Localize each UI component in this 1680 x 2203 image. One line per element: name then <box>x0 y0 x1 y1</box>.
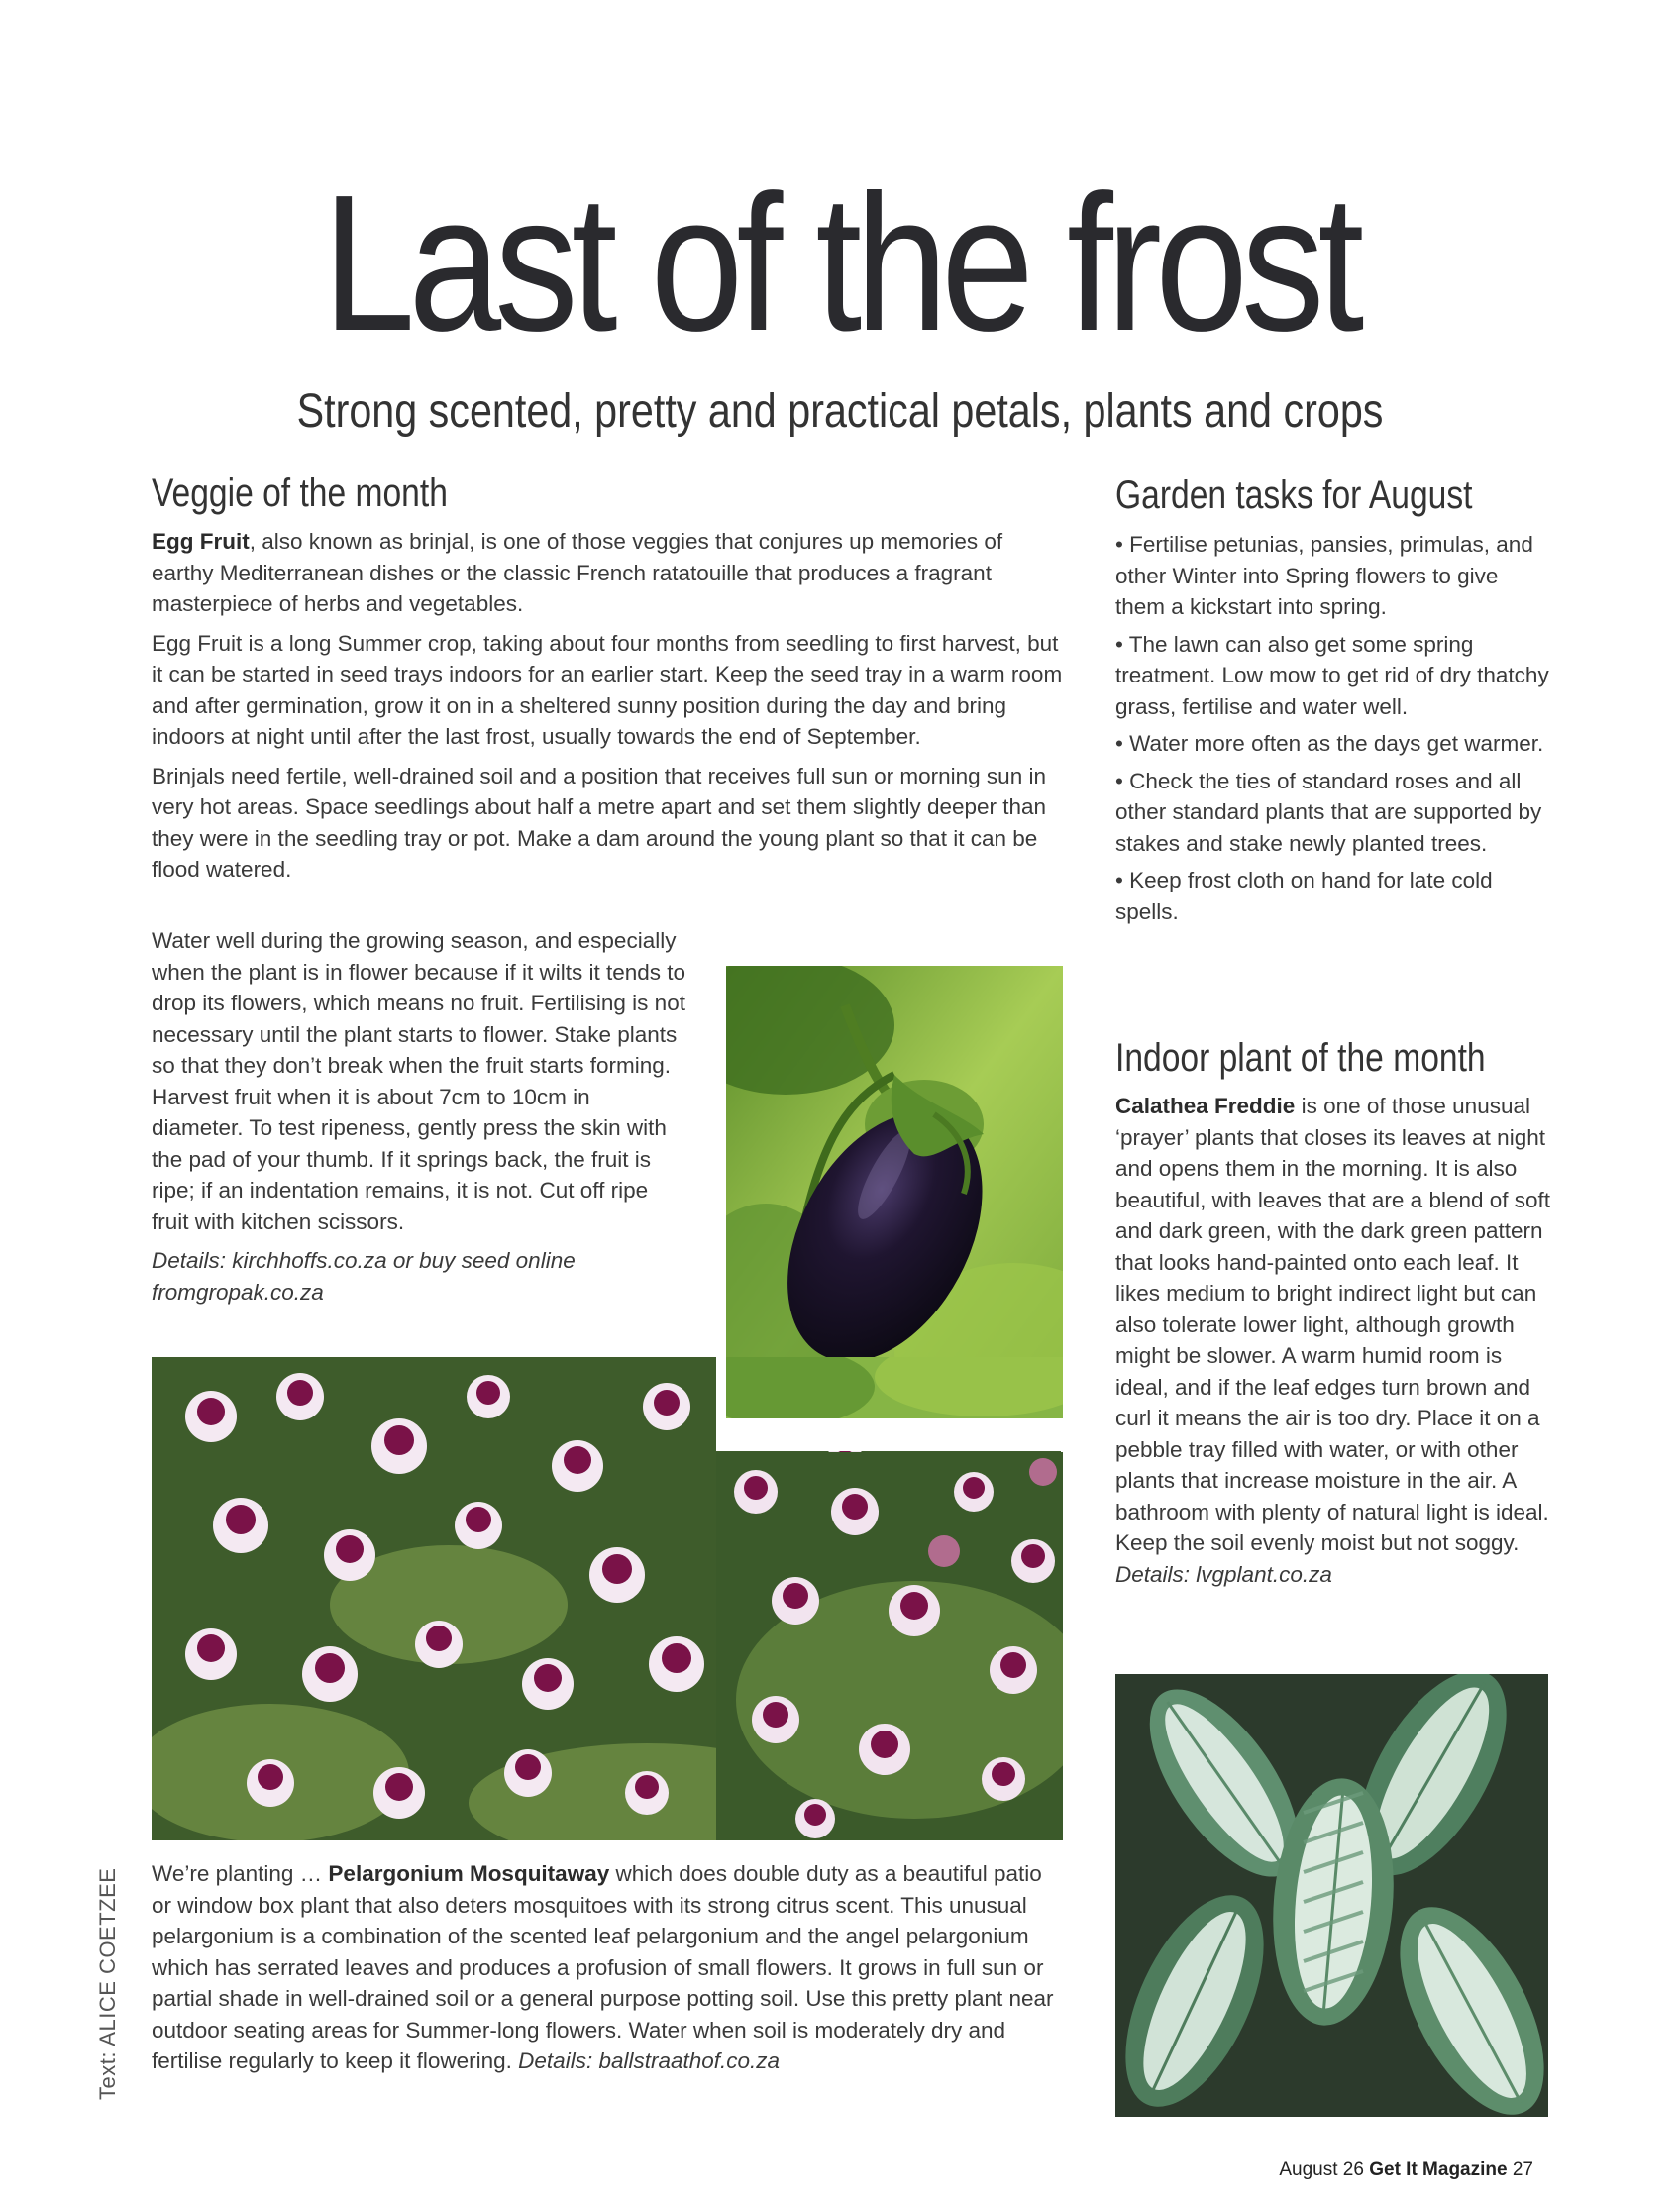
planting-plant-name: Pelargonium Mosquitaway <box>328 1861 610 1886</box>
veggie-paragraph-2: Egg Fruit is a long Summer crop, taking about four months from seedling to first harvest, but it can be started in seed trays indoors for an earlier start. Keep the seed tray in a warm room and after germination, grow it on in a sheltered sunny position during the day and bring indoors at night until after the last frost, usually towards the end of September. <box>152 630 1063 749</box>
veggie-name: Egg Fruit <box>152 529 250 554</box>
veggie-paragraph-1: Egg Fruit, also known as brinjal, is one of those veggies that conjures up memories of earthy Mediterranean dishes or the classic French ratatouille that produces a fragrant masterpiece of herbs and vegetables. <box>152 529 1003 616</box>
veggie-details: Details: kirchhoffs.co.za or buy seed online fromgropak.co.za <box>152 1248 576 1305</box>
veggie-paragraph-4: Water well during the growing season, and especially when the plant is in flower because if it wilts it tends to drop its flowers, which means no fruit. Fertilising is not necessary until the plant starts to flower. Stake plants so that they don’t break when the fruit starts forming. Harvest fruit when it is about 7cm to 10cm in diameter. To test ripeness, gently press the skin with the pad of your thumb. If it springs back, the fruit is ripe; if an indentation remains, it is not. Cut off ripe fruit with kitchen scissors. <box>152 928 686 1234</box>
planting-paragraph: We’re planting … Pelargonium Mosquitaway which does double duty as a beautiful patio or window box plant that also deters mosquitoes with its strong citrus scent. This unusual pelargonium is a combination of the scented leaf pelargonium and the angel pelargonium which has serrated leaves and produces a profusion of small flowers. It grows in full sun or partial shade in well-drained soil or a general purpose potting soil. Use this pretty plant near outdoor seating areas for Summer-long flowers. Water when soil is moderately dry and fertilise regularly to keep it flowering. Details: ballstraathof.co.za <box>152 1861 1054 2073</box>
footer-month: August 26 <box>1279 2159 1364 2180</box>
task-item: • Water more often as the days get warmer. <box>1115 731 1544 756</box>
pelargonium-photo-right <box>716 1452 1063 1840</box>
author-credit: Text: ALICE COETZEE <box>95 1867 120 2100</box>
tasks-list <box>1115 529 1551 933</box>
task-item: • Keep frost cloth on hand for late cold spells. <box>1115 868 1493 924</box>
tasks-heading: Garden tasks for August <box>1115 473 1473 517</box>
eggplant-photo <box>726 966 1063 1418</box>
footer-page-number: 27 <box>1512 2159 1533 2180</box>
indoor-paragraph: Calathea Freddie is one of those unusual ‘prayer’ plants that closes its leaves at night and opens them in the morning. It is also beautiful, with leaves that are a blend of soft and dark green, with the dark green pattern that looks hand-painted onto each leaf. It likes medium to bright indirect light but can also tolerate lower light, although growth might be slower. A warm humid room is ideal, and if the leaf edges turn brown and curl it means the air is too dry. Place it on a pebble tray filled with water, or with other plants that increase moisture in the air. A bathroom with plenty of natural light is ideal. Keep the soil evenly moist but not soggy. Details: lvgplant.co.za <box>1115 1094 1551 1587</box>
veggie-intro <box>152 526 1068 893</box>
veggie-paragraph-3: Brinjals need fertile, well-drained soil and a position that receives full sun or morning sun in very hot areas. Space seedlings about half a metre apart and set them slightly deeper than they were in the seedling tray or pot. Make a dam around the young plant so that it can be flood watered. <box>152 763 1047 882</box>
page-subtitle: Strong scented, pretty and practical petals, plants and crops <box>296 385 1384 438</box>
eggplant-photo-bottom <box>726 1357 1063 1418</box>
planting-details: Details: ballstraathof.co.za <box>518 2048 781 2073</box>
footer-magazine: Get It Magazine <box>1369 2159 1508 2180</box>
calathea-photo <box>1115 1674 1548 2117</box>
veggie-heading: Veggie of the month <box>152 472 448 515</box>
page-title: Last of the frost <box>322 155 1358 371</box>
veggie-continued <box>152 925 686 1315</box>
page-footer <box>1279 2159 1533 2181</box>
task-item: • Fertilise petunias, pansies, primulas, and other Winter into Spring flowers to give them a kickstart into spring. <box>1115 532 1533 619</box>
indoor-plant-name: Calathea Freddie <box>1115 1094 1296 1118</box>
indoor-details: Details: lvgplant.co.za <box>1115 1561 1332 1587</box>
indoor-heading: Indoor plant of the month <box>1115 1036 1486 1080</box>
task-item: • Check the ties of standard roses and all other standard plants that are supported by stakes and stake newly planted trees. <box>1115 768 1542 856</box>
task-item: • The lawn can also get some spring treatment. Low mow to get rid of dry thatchy grass, fertilise and water well. <box>1115 631 1549 719</box>
